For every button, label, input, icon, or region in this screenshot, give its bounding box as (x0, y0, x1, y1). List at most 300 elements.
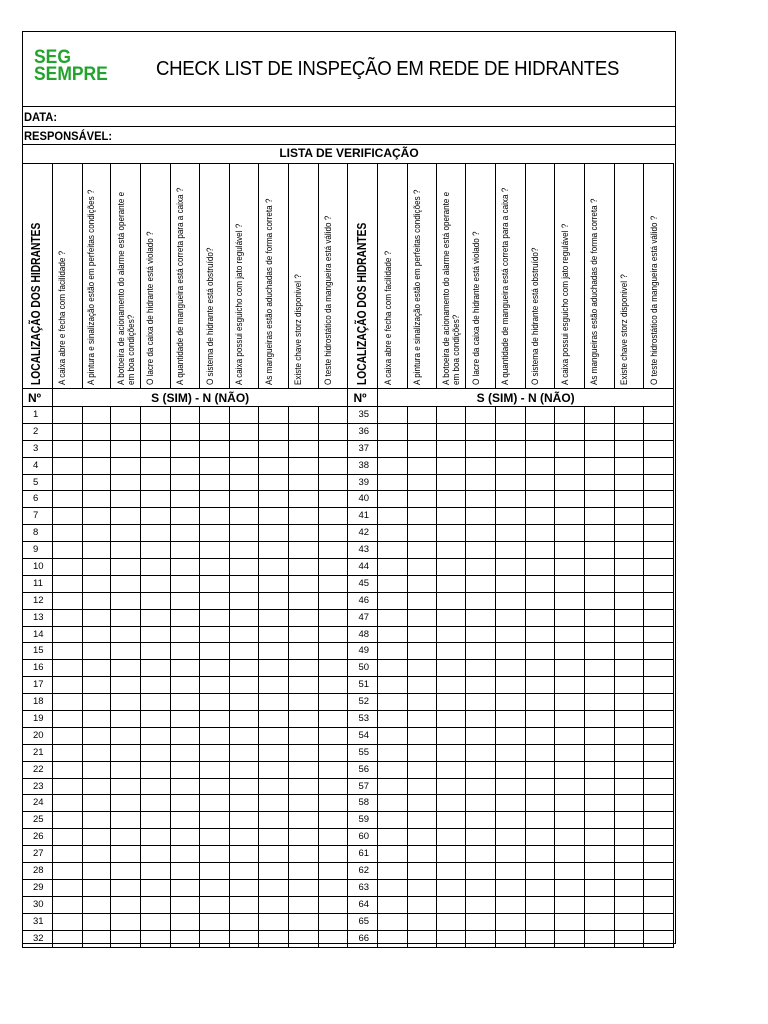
answer-cell[interactable] (614, 812, 644, 829)
answer-cell[interactable] (408, 542, 437, 559)
answer-cell[interactable] (466, 440, 496, 457)
answer-cell[interactable] (436, 575, 466, 592)
answer-cell[interactable] (318, 559, 348, 576)
answer-cell[interactable] (82, 846, 111, 863)
answer-cell[interactable] (495, 559, 525, 576)
answer-cell[interactable] (289, 913, 319, 930)
answer-cell[interactable] (200, 812, 230, 829)
answer-cell[interactable] (318, 829, 348, 846)
answer-cell[interactable] (200, 778, 230, 795)
answer-cell[interactable] (259, 609, 289, 626)
answer-cell[interactable] (466, 508, 496, 525)
answer-cell[interactable] (378, 407, 408, 424)
answer-cell[interactable] (82, 575, 111, 592)
answer-cell[interactable] (111, 761, 141, 778)
answer-cell[interactable] (644, 896, 674, 913)
answer-cell[interactable] (52, 795, 82, 812)
answer-cell[interactable] (52, 660, 82, 677)
answer-cell[interactable] (584, 423, 614, 440)
answer-cell[interactable] (318, 846, 348, 863)
answer-cell[interactable] (259, 812, 289, 829)
answer-cell[interactable] (408, 744, 437, 761)
answer-cell[interactable] (436, 559, 466, 576)
answer-cell[interactable] (408, 711, 437, 728)
answer-cell[interactable] (644, 711, 674, 728)
answer-cell[interactable] (259, 930, 289, 947)
answer-cell[interactable] (289, 542, 319, 559)
answer-cell[interactable] (408, 896, 437, 913)
answer-cell[interactable] (584, 930, 614, 947)
answer-cell[interactable] (140, 863, 170, 880)
answer-cell[interactable] (408, 795, 437, 812)
answer-cell[interactable] (289, 440, 319, 457)
answer-cell[interactable] (555, 474, 585, 491)
answer-cell[interactable] (229, 711, 259, 728)
answer-cell[interactable] (436, 440, 466, 457)
answer-cell[interactable] (229, 930, 259, 947)
answer-cell[interactable] (229, 592, 259, 609)
answer-cell[interactable] (378, 660, 408, 677)
answer-cell[interactable] (289, 812, 319, 829)
answer-cell[interactable] (525, 711, 555, 728)
answer-cell[interactable] (82, 879, 111, 896)
answer-cell[interactable] (436, 846, 466, 863)
answer-cell[interactable] (555, 677, 585, 694)
answer-cell[interactable] (644, 491, 674, 508)
answer-cell[interactable] (378, 711, 408, 728)
answer-cell[interactable] (82, 727, 111, 744)
answer-cell[interactable] (466, 896, 496, 913)
answer-cell[interactable] (111, 846, 141, 863)
answer-cell[interactable] (378, 829, 408, 846)
answer-cell[interactable] (82, 491, 111, 508)
answer-cell[interactable] (318, 407, 348, 424)
answer-cell[interactable] (614, 761, 644, 778)
answer-cell[interactable] (318, 795, 348, 812)
answer-cell[interactable] (436, 592, 466, 609)
answer-cell[interactable] (229, 896, 259, 913)
answer-cell[interactable] (644, 592, 674, 609)
answer-cell[interactable] (525, 694, 555, 711)
answer-cell[interactable] (170, 559, 200, 576)
answer-cell[interactable] (289, 592, 319, 609)
answer-cell[interactable] (555, 643, 585, 660)
answer-cell[interactable] (614, 660, 644, 677)
answer-cell[interactable] (200, 761, 230, 778)
answer-cell[interactable] (525, 879, 555, 896)
answer-cell[interactable] (436, 609, 466, 626)
answer-cell[interactable] (614, 896, 644, 913)
answer-cell[interactable] (555, 913, 585, 930)
answer-cell[interactable] (318, 744, 348, 761)
answer-cell[interactable] (525, 829, 555, 846)
answer-cell[interactable] (318, 626, 348, 643)
answer-cell[interactable] (259, 744, 289, 761)
answer-cell[interactable] (82, 711, 111, 728)
answer-cell[interactable] (378, 896, 408, 913)
answer-cell[interactable] (170, 575, 200, 592)
answer-cell[interactable] (289, 474, 319, 491)
answer-cell[interactable] (318, 677, 348, 694)
answer-cell[interactable] (318, 474, 348, 491)
answer-cell[interactable] (614, 711, 644, 728)
answer-cell[interactable] (436, 913, 466, 930)
answer-cell[interactable] (644, 407, 674, 424)
answer-cell[interactable] (170, 592, 200, 609)
answer-cell[interactable] (466, 626, 496, 643)
answer-cell[interactable] (259, 677, 289, 694)
answer-cell[interactable] (229, 626, 259, 643)
answer-cell[interactable] (140, 829, 170, 846)
answer-cell[interactable] (200, 643, 230, 660)
answer-cell[interactable] (378, 795, 408, 812)
answer-cell[interactable] (229, 407, 259, 424)
answer-cell[interactable] (52, 423, 82, 440)
answer-cell[interactable] (525, 677, 555, 694)
answer-cell[interactable] (525, 795, 555, 812)
answer-cell[interactable] (644, 542, 674, 559)
answer-cell[interactable] (525, 407, 555, 424)
answer-cell[interactable] (229, 559, 259, 576)
answer-cell[interactable] (140, 508, 170, 525)
answer-cell[interactable] (525, 913, 555, 930)
answer-cell[interactable] (289, 508, 319, 525)
answer-cell[interactable] (82, 913, 111, 930)
answer-cell[interactable] (318, 727, 348, 744)
answer-cell[interactable] (584, 491, 614, 508)
answer-cell[interactable] (52, 694, 82, 711)
answer-cell[interactable] (140, 879, 170, 896)
answer-cell[interactable] (140, 525, 170, 542)
answer-cell[interactable] (140, 846, 170, 863)
answer-cell[interactable] (495, 542, 525, 559)
answer-cell[interactable] (408, 660, 437, 677)
answer-cell[interactable] (170, 660, 200, 677)
answer-cell[interactable] (259, 542, 289, 559)
answer-cell[interactable] (495, 660, 525, 677)
answer-cell[interactable] (525, 457, 555, 474)
answer-cell[interactable] (466, 491, 496, 508)
answer-cell[interactable] (495, 525, 525, 542)
answer-cell[interactable] (170, 846, 200, 863)
answer-cell[interactable] (436, 896, 466, 913)
answer-cell[interactable] (318, 491, 348, 508)
answer-cell[interactable] (259, 778, 289, 795)
answer-cell[interactable] (614, 609, 644, 626)
answer-cell[interactable] (200, 863, 230, 880)
answer-cell[interactable] (555, 575, 585, 592)
answer-cell[interactable] (584, 863, 614, 880)
answer-cell[interactable] (82, 609, 111, 626)
answer-cell[interactable] (584, 829, 614, 846)
answer-cell[interactable] (408, 423, 437, 440)
answer-cell[interactable] (436, 542, 466, 559)
answer-cell[interactable] (378, 930, 408, 947)
answer-cell[interactable] (170, 744, 200, 761)
answer-cell[interactable] (229, 694, 259, 711)
answer-cell[interactable] (52, 913, 82, 930)
answer-cell[interactable] (378, 474, 408, 491)
answer-cell[interactable] (495, 744, 525, 761)
answer-cell[interactable] (378, 761, 408, 778)
answer-cell[interactable] (111, 423, 141, 440)
answer-cell[interactable] (229, 795, 259, 812)
answer-cell[interactable] (555, 896, 585, 913)
answer-cell[interactable] (229, 508, 259, 525)
answer-cell[interactable] (584, 643, 614, 660)
answer-cell[interactable] (584, 677, 614, 694)
answer-cell[interactable] (584, 474, 614, 491)
answer-cell[interactable] (584, 440, 614, 457)
answer-cell[interactable] (555, 727, 585, 744)
answer-cell[interactable] (584, 913, 614, 930)
answer-cell[interactable] (229, 423, 259, 440)
answer-cell[interactable] (111, 559, 141, 576)
answer-cell[interactable] (644, 694, 674, 711)
answer-cell[interactable] (408, 812, 437, 829)
answer-cell[interactable] (82, 812, 111, 829)
answer-cell[interactable] (555, 423, 585, 440)
answer-cell[interactable] (378, 575, 408, 592)
answer-cell[interactable] (200, 744, 230, 761)
answer-cell[interactable] (644, 930, 674, 947)
answer-cell[interactable] (140, 609, 170, 626)
answer-cell[interactable] (140, 423, 170, 440)
answer-cell[interactable] (584, 609, 614, 626)
answer-cell[interactable] (289, 930, 319, 947)
answer-cell[interactable] (466, 829, 496, 846)
answer-cell[interactable] (614, 643, 644, 660)
answer-cell[interactable] (229, 457, 259, 474)
answer-cell[interactable] (555, 626, 585, 643)
answer-cell[interactable] (466, 778, 496, 795)
answer-cell[interactable] (495, 829, 525, 846)
answer-cell[interactable] (140, 913, 170, 930)
answer-cell[interactable] (170, 812, 200, 829)
answer-cell[interactable] (289, 423, 319, 440)
answer-cell[interactable] (525, 508, 555, 525)
answer-cell[interactable] (525, 626, 555, 643)
answer-cell[interactable] (82, 407, 111, 424)
answer-cell[interactable] (200, 474, 230, 491)
answer-cell[interactable] (111, 778, 141, 795)
answer-cell[interactable] (466, 542, 496, 559)
answer-cell[interactable] (584, 575, 614, 592)
answer-cell[interactable] (644, 660, 674, 677)
answer-cell[interactable] (408, 761, 437, 778)
answer-cell[interactable] (466, 930, 496, 947)
answer-cell[interactable] (170, 525, 200, 542)
answer-cell[interactable] (555, 592, 585, 609)
answer-cell[interactable] (584, 778, 614, 795)
answer-cell[interactable] (229, 440, 259, 457)
answer-cell[interactable] (378, 863, 408, 880)
answer-cell[interactable] (644, 474, 674, 491)
answer-cell[interactable] (82, 795, 111, 812)
answer-cell[interactable] (289, 525, 319, 542)
answer-cell[interactable] (82, 508, 111, 525)
answer-cell[interactable] (229, 575, 259, 592)
answer-cell[interactable] (318, 711, 348, 728)
answer-cell[interactable] (170, 795, 200, 812)
answer-cell[interactable] (466, 592, 496, 609)
answer-cell[interactable] (82, 592, 111, 609)
answer-cell[interactable] (82, 744, 111, 761)
answer-cell[interactable] (170, 829, 200, 846)
answer-cell[interactable] (495, 727, 525, 744)
answer-cell[interactable] (408, 491, 437, 508)
answer-cell[interactable] (495, 913, 525, 930)
answer-cell[interactable] (614, 423, 644, 440)
answer-cell[interactable] (408, 575, 437, 592)
answer-cell[interactable] (140, 778, 170, 795)
answer-cell[interactable] (378, 491, 408, 508)
answer-cell[interactable] (318, 508, 348, 525)
answer-cell[interactable] (495, 440, 525, 457)
answer-cell[interactable] (318, 761, 348, 778)
answer-cell[interactable] (200, 559, 230, 576)
answer-cell[interactable] (170, 440, 200, 457)
answer-cell[interactable] (140, 930, 170, 947)
answer-cell[interactable] (229, 474, 259, 491)
answer-cell[interactable] (229, 744, 259, 761)
answer-cell[interactable] (52, 559, 82, 576)
answer-cell[interactable] (289, 407, 319, 424)
answer-cell[interactable] (644, 423, 674, 440)
answer-cell[interactable] (52, 592, 82, 609)
answer-cell[interactable] (170, 643, 200, 660)
answer-cell[interactable] (525, 778, 555, 795)
answer-cell[interactable] (170, 457, 200, 474)
answer-cell[interactable] (644, 829, 674, 846)
answer-cell[interactable] (140, 643, 170, 660)
answer-cell[interactable] (436, 643, 466, 660)
answer-cell[interactable] (259, 440, 289, 457)
answer-cell[interactable] (614, 508, 644, 525)
answer-cell[interactable] (436, 744, 466, 761)
answer-cell[interactable] (555, 930, 585, 947)
answer-cell[interactable] (259, 508, 289, 525)
answer-cell[interactable] (525, 525, 555, 542)
answer-cell[interactable] (644, 440, 674, 457)
answer-cell[interactable] (200, 525, 230, 542)
answer-cell[interactable] (200, 879, 230, 896)
answer-cell[interactable] (525, 930, 555, 947)
answer-cell[interactable] (82, 542, 111, 559)
answer-cell[interactable] (289, 879, 319, 896)
answer-cell[interactable] (170, 542, 200, 559)
answer-cell[interactable] (525, 761, 555, 778)
answer-cell[interactable] (52, 440, 82, 457)
answer-cell[interactable] (229, 727, 259, 744)
answer-cell[interactable] (466, 761, 496, 778)
answer-cell[interactable] (408, 407, 437, 424)
answer-cell[interactable] (644, 609, 674, 626)
answer-cell[interactable] (318, 863, 348, 880)
answer-cell[interactable] (111, 727, 141, 744)
answer-cell[interactable] (495, 457, 525, 474)
answer-cell[interactable] (200, 609, 230, 626)
answer-cell[interactable] (318, 913, 348, 930)
answer-cell[interactable] (200, 626, 230, 643)
answer-cell[interactable] (259, 761, 289, 778)
answer-cell[interactable] (495, 407, 525, 424)
answer-cell[interactable] (584, 525, 614, 542)
answer-cell[interactable] (378, 879, 408, 896)
answer-cell[interactable] (200, 407, 230, 424)
answer-cell[interactable] (111, 491, 141, 508)
answer-cell[interactable] (466, 795, 496, 812)
answer-cell[interactable] (111, 457, 141, 474)
answer-cell[interactable] (644, 778, 674, 795)
answer-cell[interactable] (584, 879, 614, 896)
answer-cell[interactable] (259, 491, 289, 508)
answer-cell[interactable] (408, 643, 437, 660)
answer-cell[interactable] (82, 474, 111, 491)
answer-cell[interactable] (614, 778, 644, 795)
answer-cell[interactable] (111, 407, 141, 424)
answer-cell[interactable] (259, 913, 289, 930)
answer-cell[interactable] (436, 407, 466, 424)
answer-cell[interactable] (140, 694, 170, 711)
answer-cell[interactable] (644, 677, 674, 694)
answer-cell[interactable] (555, 778, 585, 795)
answer-cell[interactable] (466, 913, 496, 930)
answer-cell[interactable] (584, 559, 614, 576)
answer-cell[interactable] (436, 711, 466, 728)
answer-cell[interactable] (140, 677, 170, 694)
answer-cell[interactable] (318, 812, 348, 829)
answer-cell[interactable] (289, 559, 319, 576)
answer-cell[interactable] (495, 508, 525, 525)
answer-cell[interactable] (140, 626, 170, 643)
answer-cell[interactable] (378, 913, 408, 930)
answer-cell[interactable] (466, 643, 496, 660)
answer-cell[interactable] (614, 846, 644, 863)
answer-cell[interactable] (140, 896, 170, 913)
answer-cell[interactable] (408, 508, 437, 525)
answer-cell[interactable] (584, 508, 614, 525)
answer-cell[interactable] (140, 744, 170, 761)
answer-cell[interactable] (495, 575, 525, 592)
answer-cell[interactable] (259, 863, 289, 880)
answer-cell[interactable] (318, 930, 348, 947)
answer-cell[interactable] (140, 542, 170, 559)
answer-cell[interactable] (229, 778, 259, 795)
answer-cell[interactable] (318, 879, 348, 896)
answer-cell[interactable] (170, 407, 200, 424)
answer-cell[interactable] (52, 457, 82, 474)
answer-cell[interactable] (378, 592, 408, 609)
answer-cell[interactable] (495, 474, 525, 491)
answer-cell[interactable] (525, 896, 555, 913)
answer-cell[interactable] (525, 592, 555, 609)
answer-cell[interactable] (614, 694, 644, 711)
answer-cell[interactable] (170, 727, 200, 744)
answer-cell[interactable] (408, 474, 437, 491)
answer-cell[interactable] (111, 744, 141, 761)
answer-cell[interactable] (436, 812, 466, 829)
answer-cell[interactable] (289, 609, 319, 626)
answer-cell[interactable] (644, 812, 674, 829)
answer-cell[interactable] (525, 474, 555, 491)
answer-cell[interactable] (555, 609, 585, 626)
answer-cell[interactable] (259, 694, 289, 711)
answer-cell[interactable] (555, 491, 585, 508)
answer-cell[interactable] (229, 660, 259, 677)
answer-cell[interactable] (318, 423, 348, 440)
answer-cell[interactable] (229, 913, 259, 930)
